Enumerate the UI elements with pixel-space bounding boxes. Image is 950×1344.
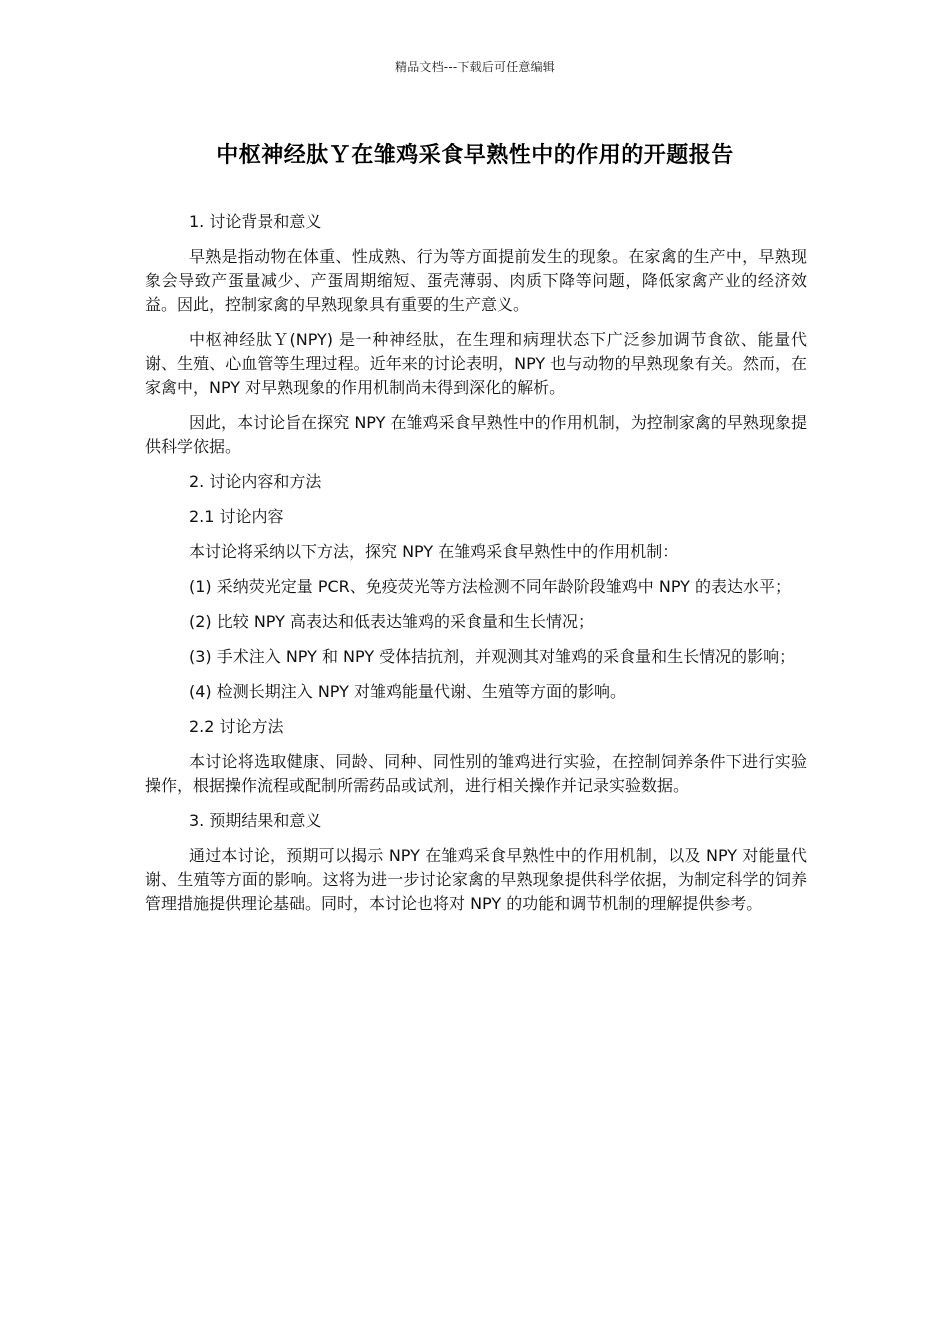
paragraph: 本讨论将选取健康、同龄、同种、同性别的雏鸡进行实验，在控制饲养条件下进行实验操作，根据操作流程或配制所需药品或试剂，进行相关操作并记录实验数据。 <box>145 752 807 795</box>
section-heading-3: 3. 预期结果和意义 <box>189 811 322 830</box>
paragraph: 早熟是指动物在体重、性成熟、行为等方面提前发生的现象。在家禽的生产中，早熟现象会导致产蛋量减少、产蛋周期缩短、蛋壳薄弱、肉质下降等问题，降低家禽产业的经济效益。因此，控制家禽的早熟现象具有重要的生产意义。 <box>145 247 807 314</box>
list-item: (1) 采纳荧光定量 PCR、免疫荧光等方法检测不同年龄阶段雏鸡中 NPY 的表达水平； <box>189 577 791 596</box>
subsection-heading-2-2: 2.2 讨论方法 <box>189 717 284 736</box>
paragraph: 因此，本讨论旨在探究 NPY 在雏鸡采食早熟性中的作用机制，为控制家禽的早熟现象提供科学依据。 <box>145 413 807 456</box>
paragraph: 本讨论将采纳以下方法，探究 NPY 在雏鸡采食早熟性中的作用机制： <box>189 542 679 561</box>
section-heading-2: 2. 讨论内容和方法 <box>189 472 322 491</box>
list-item: (3) 手术注入 NPY 和 NPY 受体拮抗剂，并观测其对雏鸡的采食量和生长情况的影响； <box>189 647 796 666</box>
section-heading-1: 1. 讨论背景和意义 <box>189 212 322 231</box>
subsection-heading-2-1: 2.1 讨论内容 <box>189 507 284 526</box>
list-item: (2) 比较 NPY 高表达和低表达雏鸡的采食量和生长情况； <box>189 612 594 631</box>
paragraph: 中枢神经肽Ｙ(NPY) 是一种神经肽，在生理和病理状态下广泛参加调节食欲、能量代谢、生殖、心血管等生理过程。近年来的讨论表明，NPY 也与动物的早熟现象有关。然而，在家禽中，NPY 对早熟现象的作用机制尚未得到深化的解析。 <box>145 330 807 397</box>
header-note: 精品文档---下载后可任意编辑 <box>395 60 555 74</box>
list-item: (4) 检测长期注入 NPY 对雏鸡能量代谢、生殖等方面的影响。 <box>189 682 626 701</box>
page-title: 中枢神经肽Ｙ在雏鸡采食早熟性中的作用的开题报告 <box>216 143 734 168</box>
document-body <box>145 210 807 927</box>
paragraph: 通过本讨论，预期可以揭示 NPY 在雏鸡采食早熟性中的作用机制，以及 NPY 对能量代谢、生殖等方面的影响。这将为进一步讨论家禽的早熟现象提供科学依据，为制定科学的饲养管理措施提供理论基础。同时，本讨论也将对 NPY 的功能和调节机制的理解提供参考。 <box>145 846 807 913</box>
